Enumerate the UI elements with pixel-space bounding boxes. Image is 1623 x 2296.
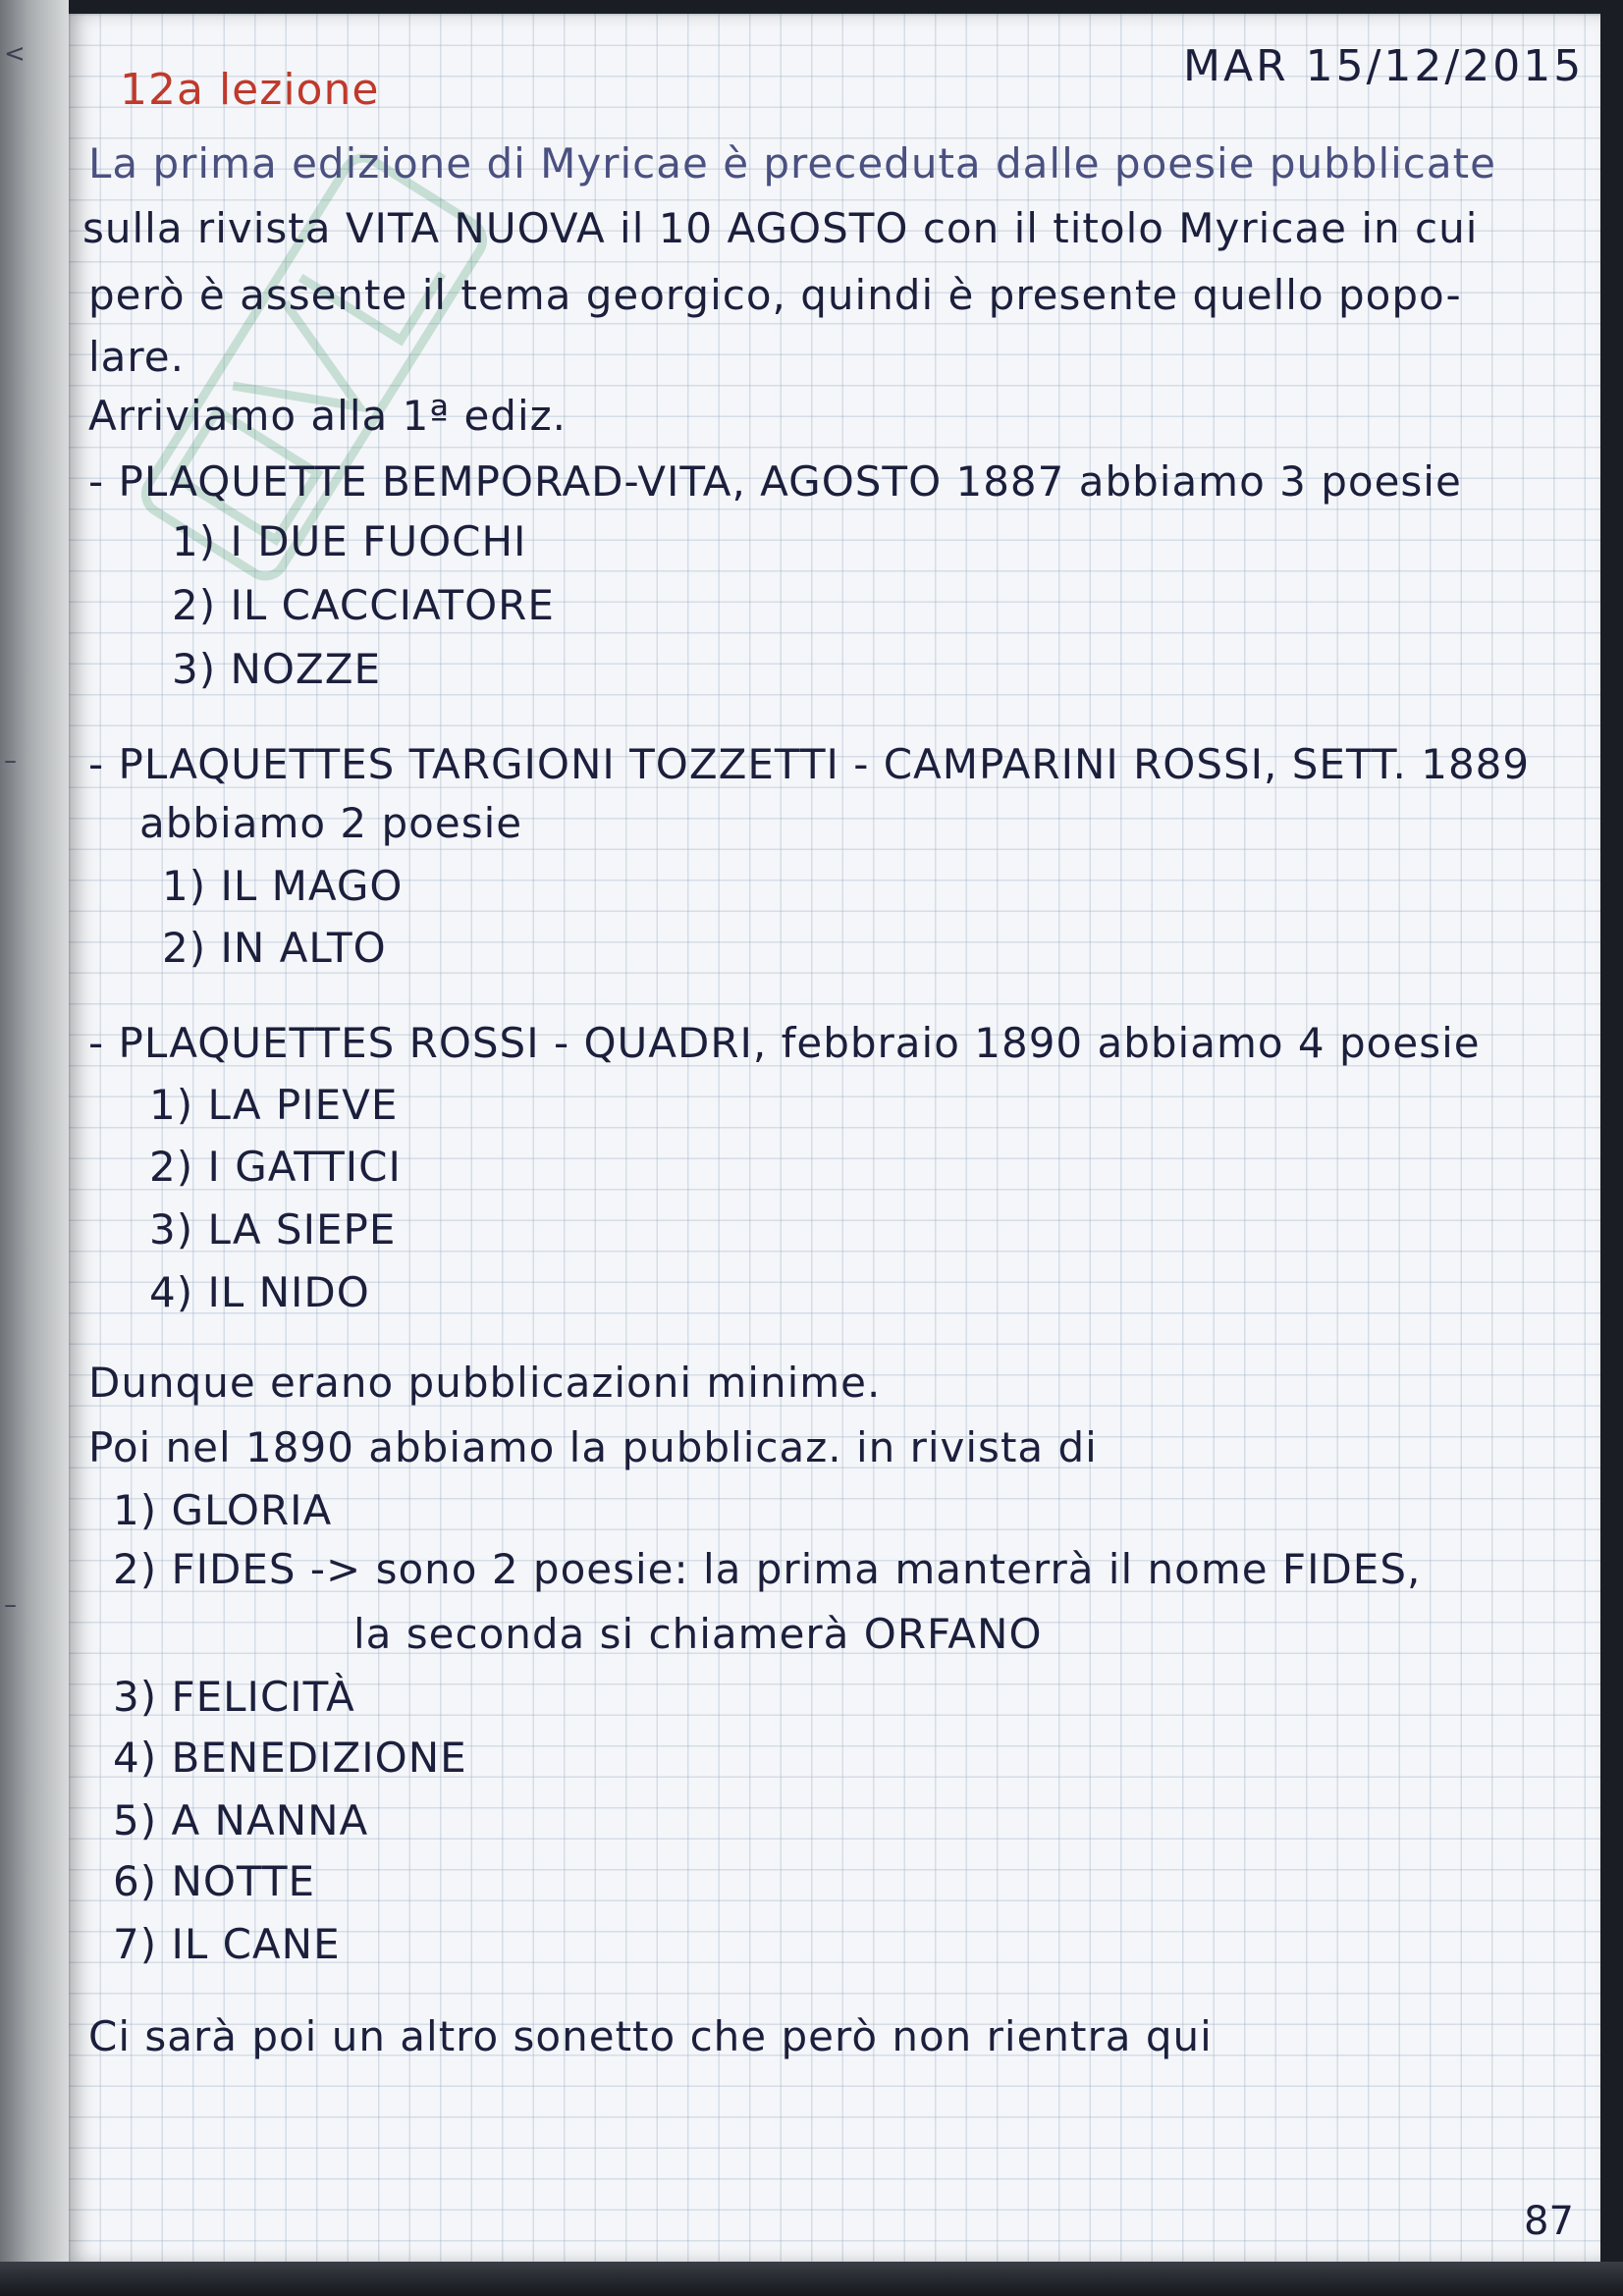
rivista-item: 5) A NANNA (113, 1796, 369, 1844)
lesson-heading: 12a lezione (120, 65, 380, 115)
plaquette-heading: - PLAQUETTES TARGIONI TOZZETTI - CAMPARINI ROSSI, SETT. 1889 (88, 740, 1531, 788)
rivista-item: 4) BENEDIZIONE (113, 1734, 467, 1782)
intro-line: sulla rivista VITA NUOVA il 10 AGOSTO con il titolo Myricae in cui (82, 204, 1479, 252)
notebook-page (69, 14, 1600, 2262)
poem-item: 2) IL CACCIATORE (172, 581, 555, 629)
binding-mark: – (4, 746, 17, 775)
arrival-line: Arriviamo alla 1ª ediz. (88, 392, 568, 440)
conclusion-line: Dunque erano pubblicazioni minime. (88, 1359, 882, 1407)
plaquette-heading: - PLAQUETTES ROSSI - QUADRI, febbraio 1890 abbiamo 4 poesie (88, 1019, 1481, 1067)
rivista-item: 3) FELICITÀ (113, 1673, 355, 1721)
intro-line: però è assente il tema georgico, quindi è presente quello popo- (88, 271, 1462, 319)
rivista-item: 7) IL CANE (113, 1920, 341, 1968)
closing-line: Ci sarà poi un altro sonetto che però non rientra qui (88, 2012, 1213, 2060)
poem-item: 2) I GATTICI (149, 1143, 402, 1191)
poem-item: 1) I DUE FUOCHI (172, 517, 527, 565)
rivista-intro: Poi nel 1890 abbiamo la pubblicaz. in rivista di (88, 1423, 1098, 1471)
notebook-binding (0, 0, 69, 2296)
plaquette-heading: - PLAQUETTE BEMPORAD-VITA, AGOSTO 1887 abbiamo 3 poesie (88, 457, 1462, 506)
plaquette-subline: abbiamo 2 poesie (139, 799, 523, 847)
page-bottom-edge (0, 2262, 1623, 2296)
intro-line: La prima edizione di Myricae è preceduta dalle poesie pubblicate (88, 139, 1496, 187)
intro-line: lare. (88, 333, 185, 381)
binding-mark: – (4, 1590, 17, 1620)
rivista-item: 6) NOTTE (113, 1857, 316, 1905)
page-number: 87 (1524, 2199, 1574, 2244)
rivista-item-continuation: la seconda si chiamerà ORFANO (353, 1610, 1043, 1658)
poem-item: 2) IN ALTO (162, 924, 387, 972)
lesson-date: MAR 15/12/2015 (1183, 41, 1585, 91)
binding-mark: < (4, 39, 26, 69)
rivista-item: 2) FIDES -> sono 2 poesie: la prima manterrà il nome FIDES, (113, 1545, 1422, 1593)
poem-item: 1) IL MAGO (162, 862, 404, 910)
poem-item: 1) LA PIEVE (149, 1081, 399, 1129)
poem-item: 3) LA SIEPE (149, 1205, 397, 1254)
poem-item: 3) NOZZE (172, 645, 382, 693)
poem-item: 4) IL NIDO (149, 1268, 370, 1316)
rivista-item: 1) GLORIA (113, 1486, 333, 1534)
